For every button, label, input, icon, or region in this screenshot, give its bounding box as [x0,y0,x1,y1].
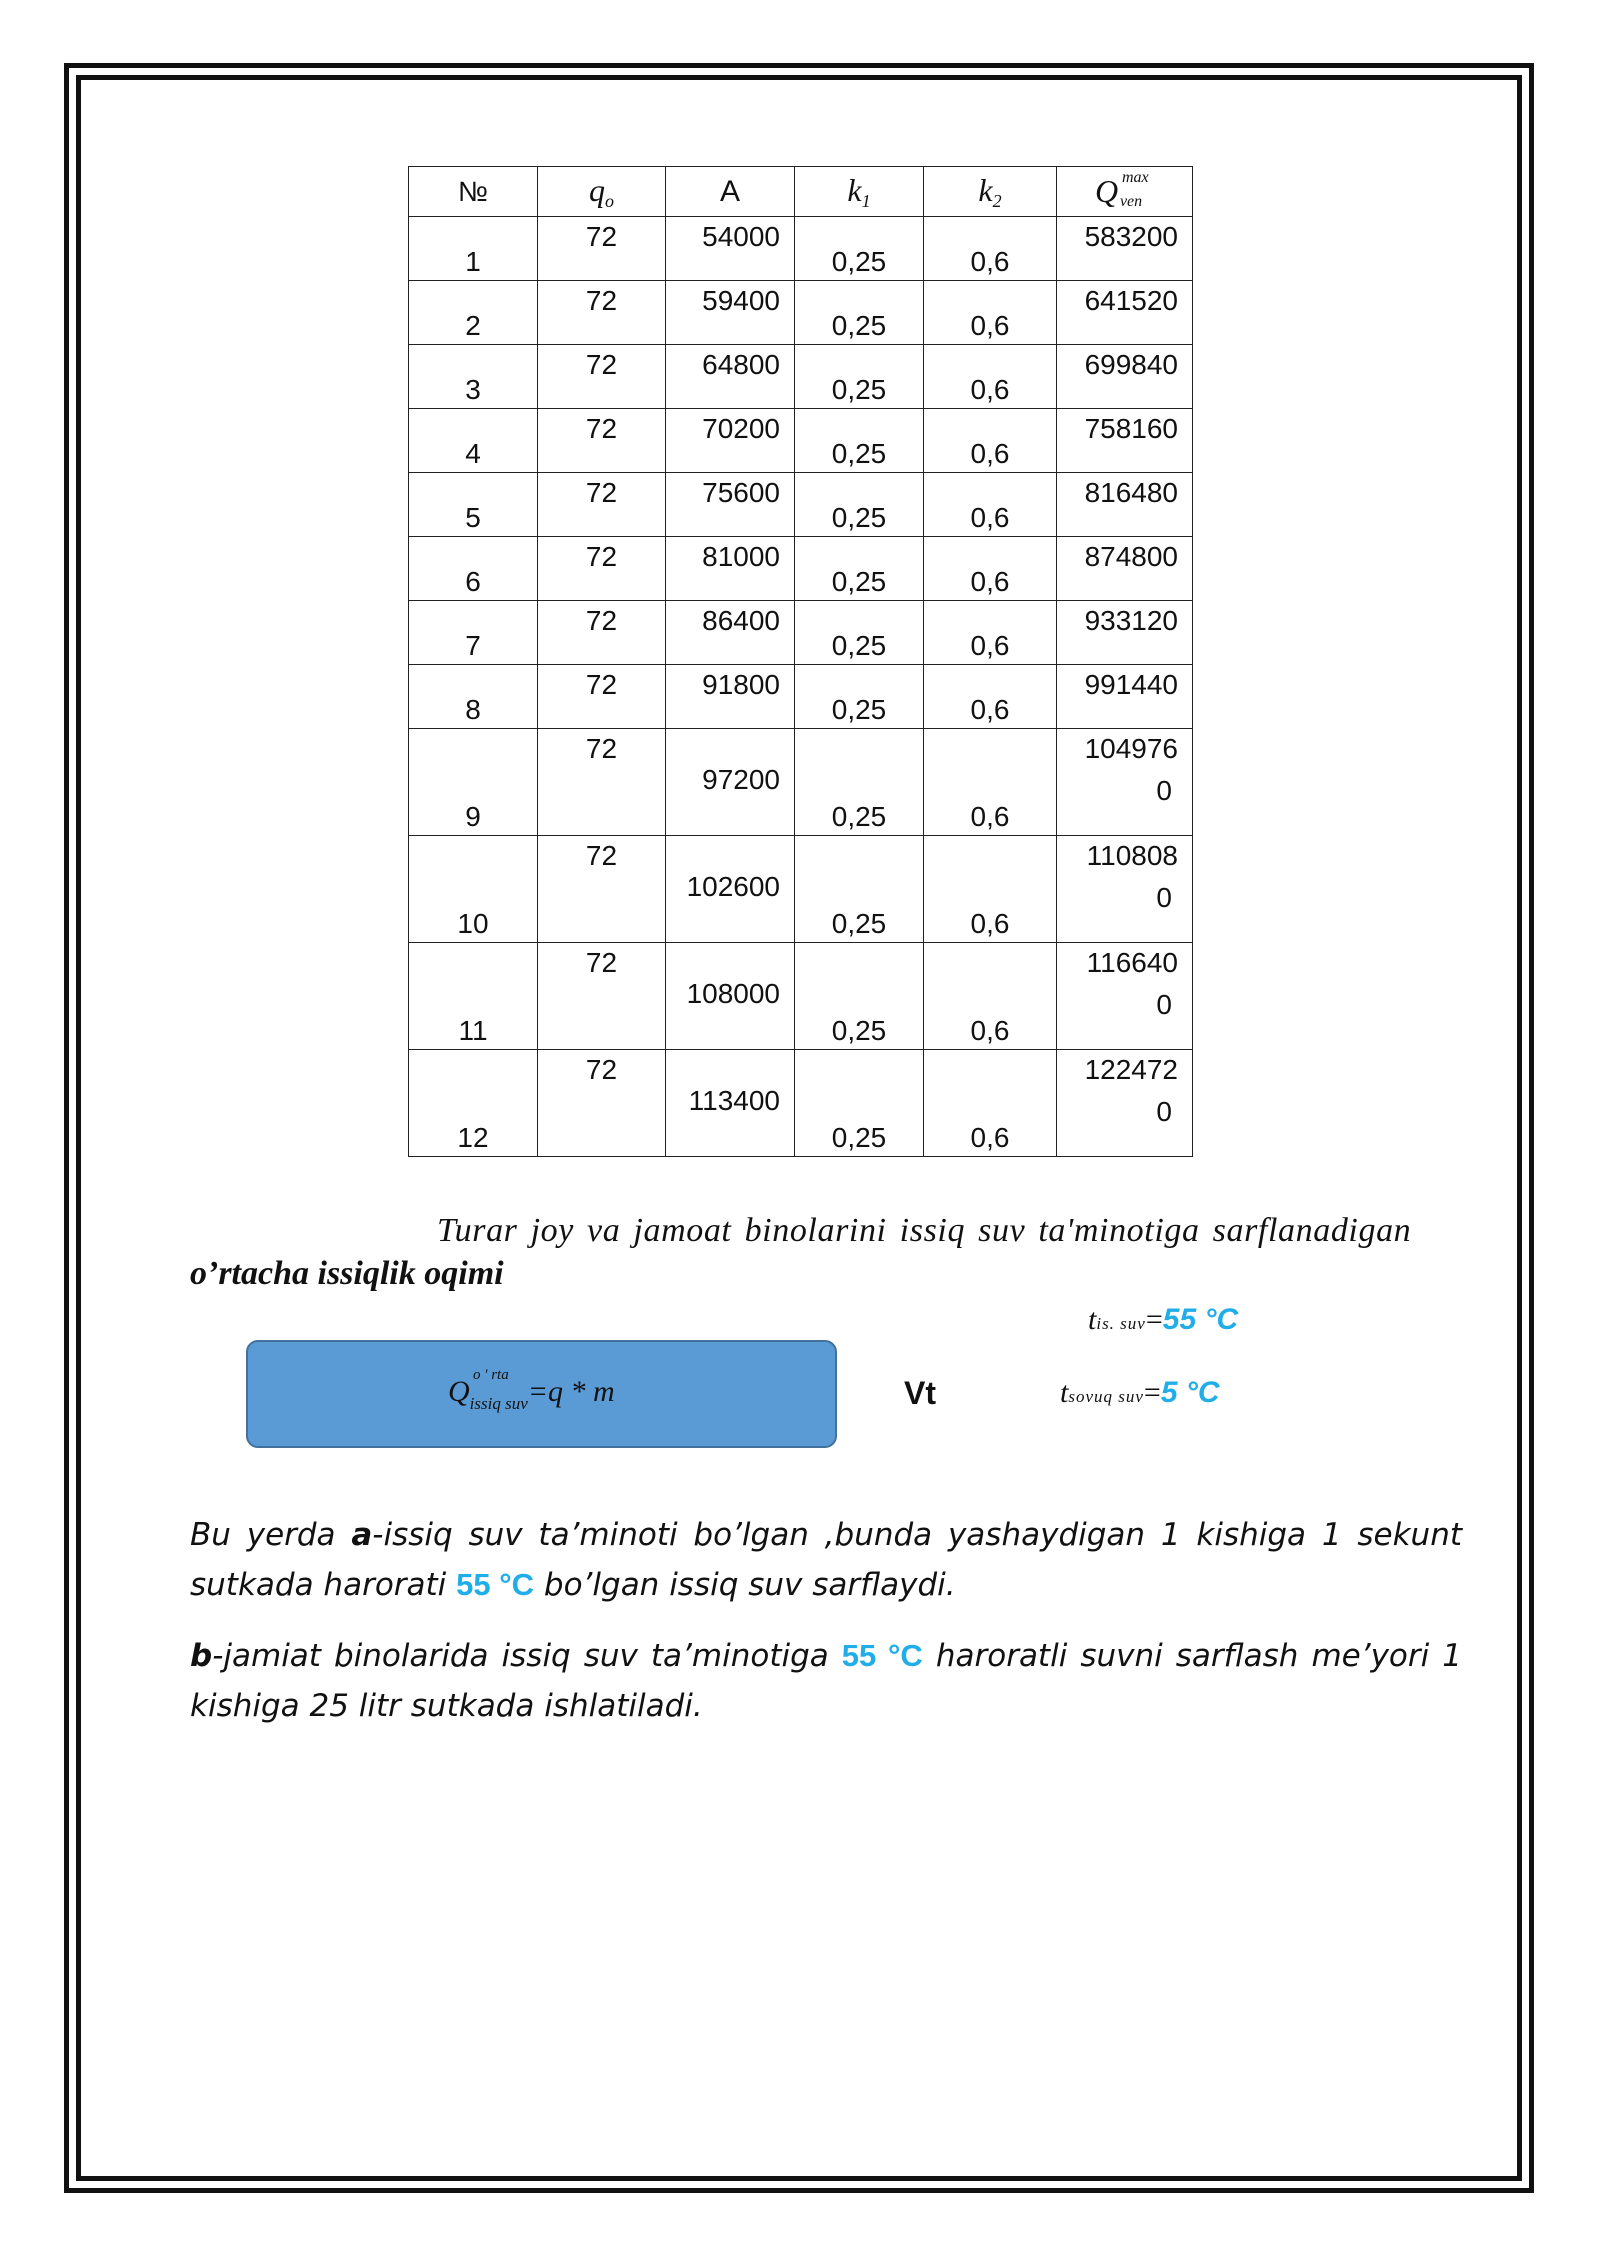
cell-qmax: 110808 0 [1057,836,1193,943]
cell-k1: 0,25 [795,943,924,1050]
cell-number: 9 [409,729,538,836]
table-row [409,601,1193,665]
table-row [409,473,1193,537]
cell-q: 72 [538,217,666,281]
cell-number: 12 [409,1050,538,1157]
cell-qmax: 816480 [1057,473,1193,537]
cell-number: 10 [409,836,538,943]
cell-qmax: 641520 [1057,281,1193,345]
cell-k2: 0,6 [924,217,1057,281]
cell-qmax: 699840 [1057,345,1193,409]
cell-number: 8 [409,665,538,729]
cold-temperature-value: 5 °C [1160,1376,1220,1409]
table-row [409,345,1193,409]
table-row [409,1050,1193,1157]
cell-k2: 0,6 [924,601,1057,665]
cell-k1: 0,25 [795,729,924,836]
cell-q: 72 [538,836,666,943]
cell-q: 72 [538,409,666,473]
hot-temperature-value: 55 °C [1162,1303,1239,1336]
cell-q: 72 [538,345,666,409]
cell-k2: 0,6 [924,281,1057,345]
table-header-row [409,167,1193,217]
cell-number: 11 [409,943,538,1050]
cell-k1: 0,25 [795,281,924,345]
cell-k1: 0,25 [795,537,924,601]
cell-k1: 0,25 [795,217,924,281]
cell-k2: 0,6 [924,345,1057,409]
cell-k1: 0,25 [795,345,924,409]
cell-q: 72 [538,601,666,665]
cell-q: 72 [538,281,666,345]
cell-k2: 0,6 [924,537,1057,601]
cell-q: 72 [538,729,666,836]
temperature-highlight: 55 °C [841,1638,923,1673]
cell-q: 72 [538,943,666,1050]
cell-a: 75600 [666,473,795,537]
cell-qmax: 991440 [1057,665,1193,729]
cell-k2: 0,6 [924,665,1057,729]
cell-k1: 0,25 [795,601,924,665]
data-table [408,166,1193,1157]
cell-a: 113400 [666,1050,795,1157]
cell-a: 86400 [666,601,795,665]
cell-a: 70200 [666,409,795,473]
cell-qmax: 104976 0 [1057,729,1193,836]
cell-number: 3 [409,345,538,409]
cell-qmax: 933120 [1057,601,1193,665]
cell-number: 2 [409,281,538,345]
table-row [409,281,1193,345]
cell-a: 64800 [666,345,795,409]
cell-number: 4 [409,409,538,473]
cell-a: 102600 [666,836,795,943]
table-row [409,836,1193,943]
table-row [409,537,1193,601]
cell-q: 72 [538,665,666,729]
cell-qmax: 874800 [1057,537,1193,601]
table-row [409,217,1193,281]
cell-qmax: 583200 [1057,217,1193,281]
section-heading-line1: Turar joy va jamoat binolarini issiq suv ta'minotiga sarflanadigan [437,1212,1412,1249]
cell-k1: 0,25 [795,665,924,729]
cell-k2: 0,6 [924,1050,1057,1157]
header-qmax-ven: Q max ven [1057,167,1193,217]
formula-text: Q o ' rta $_{issiq suv}$=q * m [448,1367,615,1413]
header-number: № [409,167,538,217]
cell-a: 91800 [666,665,795,729]
paragraph-b: b-jamiat binolarida issiq suv ta’minotiga 55 °C haroratli suvni sarflash me’yori 1 kishiga 25 litr sutkada ishlatiladi. [190,1638,1462,1724]
cell-a: 54000 [666,217,795,281]
cell-k2: 0,6 [924,729,1057,836]
cell-k2: 0,6 [924,473,1057,537]
cell-qmax: 122472 0 [1057,1050,1193,1157]
header-q: $q_o$ [538,167,666,217]
cell-k2: 0,6 [924,943,1057,1050]
cell-number: 1 [409,217,538,281]
section-heading-line2: o’rtacha issiqlik oqimi [190,1255,504,1292]
header-k1: $k_1$ [795,167,924,217]
cell-q: 72 [538,537,666,601]
cell-number: 5 [409,473,538,537]
cell-k2: 0,6 [924,836,1057,943]
cell-qmax: 758160 [1057,409,1193,473]
cell-k1: 0,25 [795,473,924,537]
cell-a: 81000 [666,537,795,601]
cell-number: 6 [409,537,538,601]
cell-a: 108000 [666,943,795,1050]
cell-number: 7 [409,601,538,665]
table-row [409,665,1193,729]
header-k2: $k_2$ [924,167,1057,217]
paragraph-a: Bu yerda a-issiq suv ta’minoti bo’lgan ,bunda yashaydigan 1 kishiga 1 sekunt sutkada harorati 55 °C bo’lgan issiq suv sarflaydi. [190,1517,1462,1603]
table-row [409,729,1193,836]
cell-q: 72 [538,473,666,537]
hot-water-temperature: tis. suv=55 °C [1088,1303,1239,1336]
cell-qmax: 116640 0 [1057,943,1193,1050]
table-row [409,943,1193,1050]
temperature-highlight: 55 °C [456,1567,535,1602]
cell-q: 72 [538,1050,666,1157]
cell-a: 59400 [666,281,795,345]
table-row [409,409,1193,473]
cell-a: 97200 [666,729,795,836]
cell-k1: 0,25 [795,409,924,473]
cell-k1: 0,25 [795,1050,924,1157]
cell-k1: 0,25 [795,836,924,943]
header-a: A [666,167,795,217]
cell-k2: 0,6 [924,409,1057,473]
vt-label: Vt [904,1375,936,1411]
table-body [409,217,1193,1157]
cold-water-temperature: tsovuq suv=5 °C [1060,1376,1220,1409]
